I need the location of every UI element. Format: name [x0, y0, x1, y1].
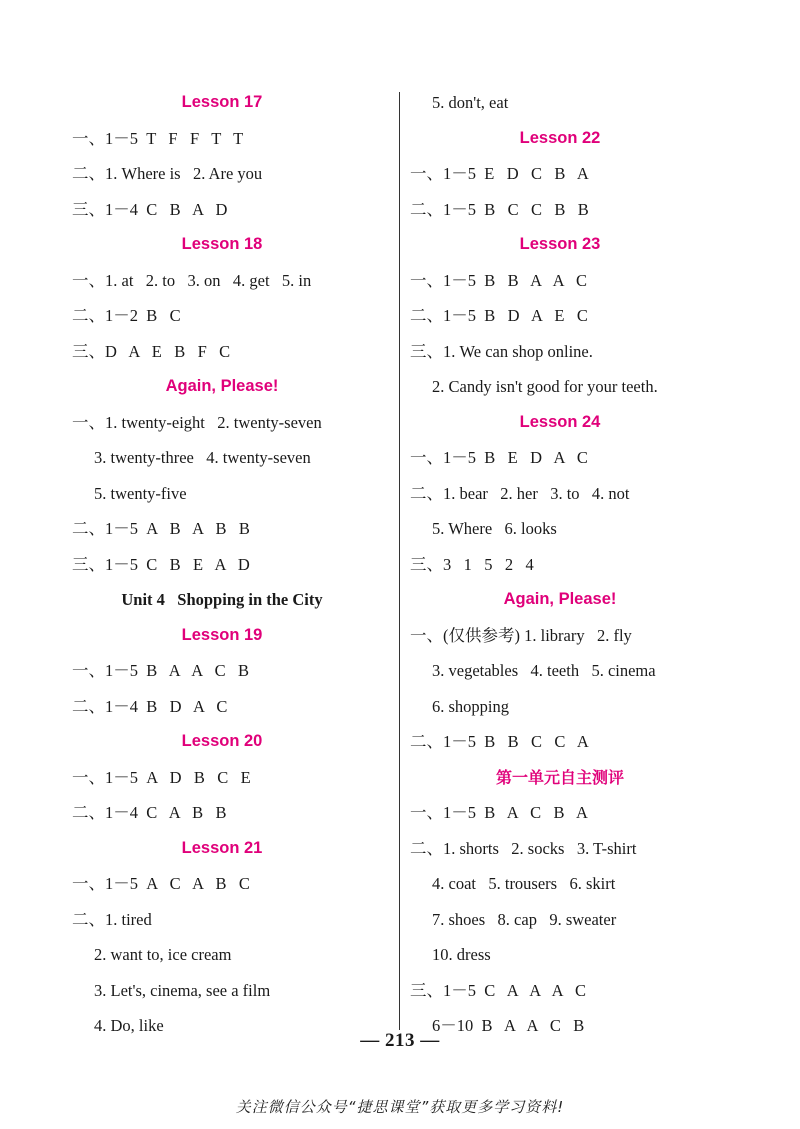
- answer-line: 5. don't, eat: [432, 93, 509, 112]
- footer-note: 关注微信公众号“捷思课堂”获取更多学习资料!: [235, 1098, 565, 1116]
- answer-line: 一、1－5 A D B C E: [72, 767, 251, 787]
- unit-test-heading: 第一单元自主测评: [495, 767, 624, 787]
- answer-line: 6. shopping: [432, 696, 510, 716]
- answer-line: 三、1－5 C A A A C: [410, 980, 587, 1000]
- answer-line: 一、(仅供参考) 1. library 2. fly: [410, 625, 632, 645]
- lesson-heading: Lesson 21: [181, 838, 263, 857]
- lesson-heading: Again, Please!: [165, 377, 279, 395]
- answer-line: 二、1－5 B D A E C: [410, 306, 588, 325]
- left-column: [72, 85, 372, 1044]
- answer-line: 二、1－2 B C: [72, 306, 181, 325]
- answer-line: 二、1－5 B C C B B: [410, 199, 589, 219]
- answer-line: 三、D A E B F C: [72, 341, 231, 361]
- lesson-heading: Lesson 23: [519, 235, 601, 253]
- answer-line: 一、1. at 2. to 3. on 4. get 5. in: [72, 270, 312, 290]
- answer-line: 一、1－5 E D C B A: [410, 164, 589, 183]
- lesson-heading: Lesson 20: [181, 732, 263, 750]
- answer-line: 二、1－4 C A B B: [72, 803, 227, 822]
- answer-line: 二、1－4 B D A C: [72, 696, 228, 716]
- answer-line: 6－10 B A A C B: [432, 1016, 585, 1035]
- answer-line: 二、1. shorts 2. socks 3. T-shirt: [410, 838, 637, 858]
- answer-line: 二、1－5 A B A B B: [72, 519, 250, 538]
- answer-line: 4. Do, like: [94, 1016, 164, 1035]
- answer-line: 4. coat 5. trousers 6. skirt: [432, 874, 616, 893]
- answer-line: 一、1－5 B A A C B: [72, 661, 249, 680]
- answer-line: 二、1. tired: [72, 909, 152, 929]
- answer-line: 2. Candy isn't good for your teeth.: [432, 377, 658, 396]
- answer-line: 一、1－5 T F F T T: [72, 128, 244, 148]
- answer-line: 三、1－5 C B E A D: [72, 554, 250, 574]
- lesson-heading: Lesson 22: [519, 128, 601, 147]
- answer-line: 二、1. bear 2. her 3. to 4. not: [410, 483, 630, 503]
- answer-line: 一、1－5 B E D A C: [410, 448, 588, 467]
- answer-line: 二、1. Where is 2. Are you: [72, 164, 263, 183]
- column-divider: [399, 92, 400, 1030]
- answer-line: 3. twenty-three 4. twenty-seven: [94, 448, 311, 467]
- lesson-heading: Again, Please!: [503, 590, 617, 608]
- answer-line: 3. vegetables 4. teeth 5. cinema: [432, 661, 656, 680]
- answer-line: 10. dress: [432, 945, 491, 964]
- lesson-heading: Lesson 24: [519, 412, 601, 431]
- answer-line: 三、3 1 5 2 4: [410, 554, 534, 574]
- answer-line: 一、1－5 B B A A C: [410, 270, 587, 290]
- answer-line: 5. Where 6. looks: [432, 519, 557, 538]
- answer-line: 3. Let's, cinema, see a film: [94, 980, 271, 1000]
- answer-line: 一、1－5 A C A B C: [72, 874, 250, 893]
- right-column: [410, 85, 710, 1044]
- unit-heading: Unit 4 Shopping in the City: [121, 590, 323, 609]
- answer-line: 三、1－4 C B A D: [72, 199, 228, 219]
- answer-line: 7. shoes 8. cap 9. sweater: [432, 909, 617, 929]
- answer-line: 三、1. We can shop online.: [410, 341, 593, 361]
- lesson-heading: Lesson 17: [181, 93, 263, 111]
- page-number: — 213 —: [360, 1030, 440, 1051]
- lesson-heading: Lesson 18: [181, 235, 263, 253]
- answer-line: 2. want to, ice cream: [94, 945, 232, 964]
- answer-line: 一、1. twenty-eight 2. twenty-seven: [72, 412, 322, 432]
- lesson-heading: Lesson 19: [181, 625, 263, 644]
- answer-line: 5. twenty-five: [94, 483, 187, 503]
- answer-line: 二、1－5 B B C C A: [410, 732, 589, 751]
- answer-line: 一、1－5 B A C B A: [410, 803, 588, 822]
